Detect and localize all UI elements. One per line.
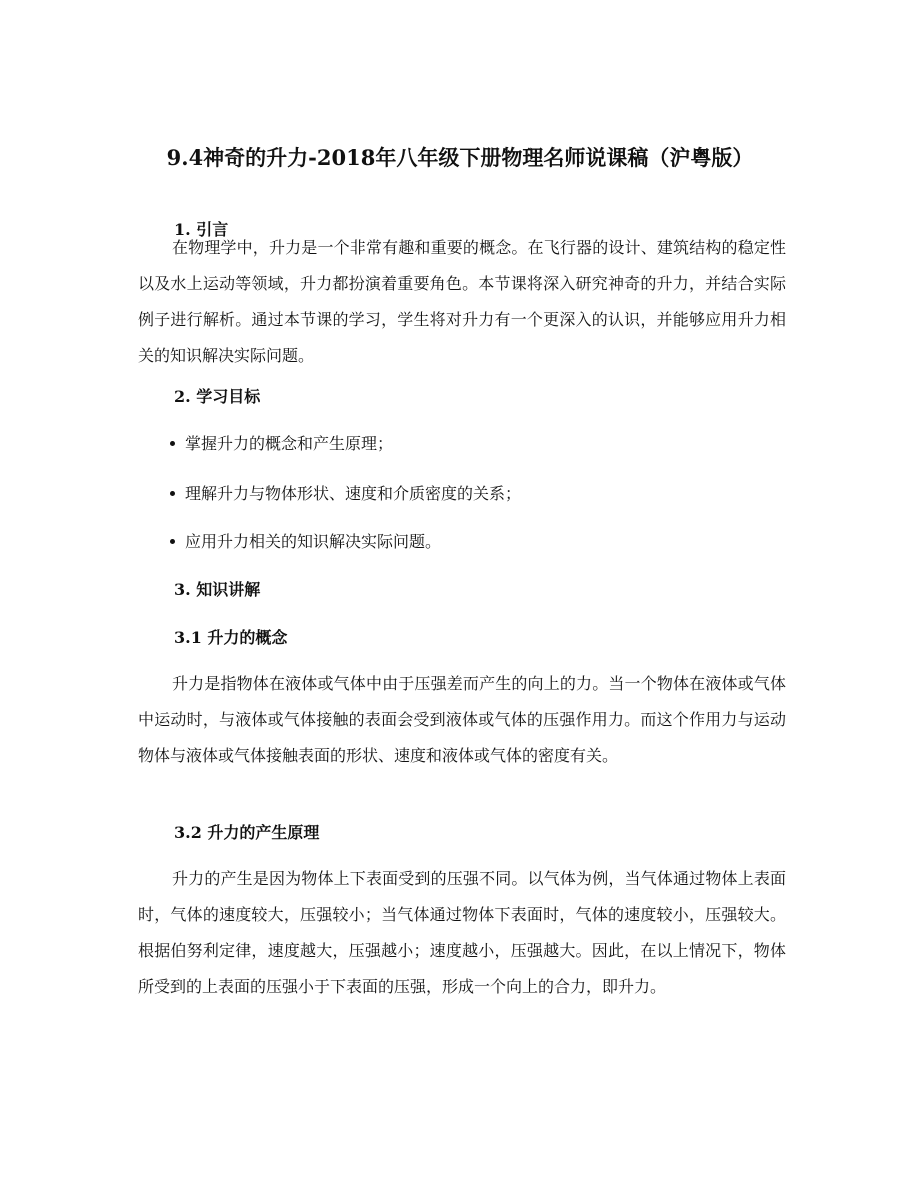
section-heading-goals: 2. 学习目标 xyxy=(174,387,261,406)
bullet-dot-icon xyxy=(170,441,175,446)
goal-item-text: 掌握升力的概念和产生原理； xyxy=(185,434,394,453)
goal-item xyxy=(170,482,521,506)
subsection-heading-principle: 3.2 升力的产生原理 xyxy=(174,823,320,842)
document-title: 9.4神奇的升力-2018年八年级下册物理名师说课稿（沪粤版） xyxy=(166,145,754,170)
goal-item xyxy=(170,530,441,554)
bullet-dot-icon xyxy=(170,539,175,544)
principle-paragraph: 升力的产生是因为物体上下表面受到的压强不同。以气体为例，当气体通过物体上表面时，气体的速度较大，压强较小；当气体通过物体下表面时，气体的速度较小，压强较大。根据伯努利定律，速度越大，压强越小；速度越小，压强越大。因此，在以上情况下，物体所受到的上表面的压强小于下表面的压强，形成一个向上的合力，即升力。 xyxy=(138,869,786,996)
section-heading-intro: 1. 引言 xyxy=(174,220,229,239)
goal-item-text: 理解升力与物体形状、速度和介质密度的关系； xyxy=(185,484,522,503)
section-heading-knowledge: 3. 知识讲解 xyxy=(174,580,261,599)
goal-item-text: 应用升力相关的知识解决实际问题。 xyxy=(185,532,442,551)
concept-paragraph: 升力是指物体在液体或气体中由于压强差而产生的向上的力。当一个物体在液体或气体中运动时，与液体或气体接触的表面会受到液体或气体的压强作用力。而这个作用力与运动物体与液体或气体接触表面的形状、速度和液体或气体的密度有关。 xyxy=(138,674,786,765)
subsection-heading-concept: 3.1 升力的概念 xyxy=(174,628,288,647)
intro-paragraph: 在物理学中，升力是一个非常有趣和重要的概念。在飞行器的设计、建筑结构的稳定性以及水上运动等领域，升力都扮演着重要角色。本节课将深入研究神奇的升力，并结合实际例子进行解析。通过本节课的学习，学生将对升力有一个更深入的认识，并能够应用升力相关的知识解决实际问题。 xyxy=(138,238,786,365)
goal-item xyxy=(170,432,393,456)
bullet-dot-icon xyxy=(170,491,175,496)
